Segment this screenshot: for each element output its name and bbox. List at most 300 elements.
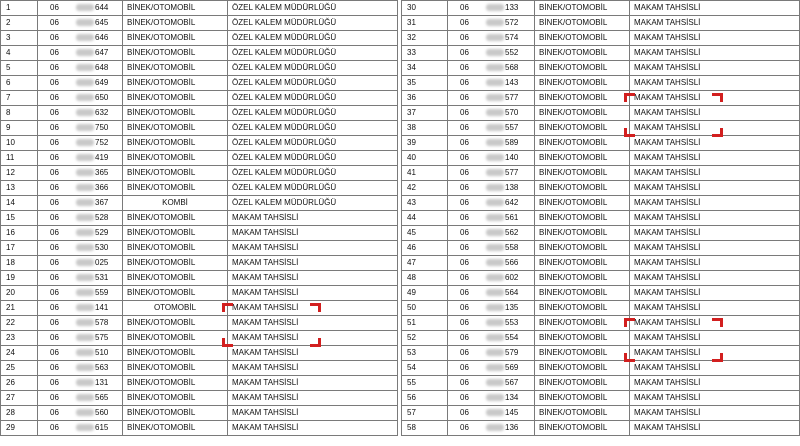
row-number: 37 (402, 106, 448, 121)
plate-prefix: 06 (460, 348, 469, 357)
table-row (1, 421, 398, 436)
row-number: 10 (1, 136, 38, 151)
plate-prefix: 06 (50, 273, 59, 282)
plate-cell (38, 166, 123, 181)
highlight-corner-mark (624, 318, 635, 327)
assigned-unit-cell: MAKAM TAHSİSLİ (228, 226, 398, 241)
assigned-unit-cell: MAKAM TAHSİSLİ (630, 256, 800, 271)
assigned-unit-cell: MAKAM TAHSİSLİ (630, 196, 800, 211)
plate-number: 650 (95, 93, 109, 102)
redacted-plate-blur (76, 379, 94, 386)
plate-cell (448, 1, 535, 16)
row-number: 57 (402, 406, 448, 421)
assigned-unit-cell: MAKAM TAHSİSLİ (630, 106, 800, 121)
plate-cell (448, 361, 535, 376)
plate-cell (448, 136, 535, 151)
plate-prefix: 06 (50, 18, 59, 27)
redacted-plate-blur (486, 139, 504, 146)
table-row (402, 346, 800, 361)
plate-prefix: 06 (460, 243, 469, 252)
plate-prefix: 06 (460, 18, 469, 27)
assigned-unit-cell: MAKAM TAHSİSLİ (228, 286, 398, 301)
plate-prefix: 06 (50, 198, 59, 207)
assigned-unit-cell: MAKAM TAHSİSLİ (630, 31, 800, 46)
table-row (1, 376, 398, 391)
row-number: 3 (1, 31, 38, 46)
redacted-plate-blur (486, 19, 504, 26)
plate-number: 554 (505, 333, 519, 342)
table-row (1, 76, 398, 91)
redacted-plate-blur (76, 229, 94, 236)
vehicle-type-cell: BİNEK/OTOMOBİL (123, 286, 228, 301)
redacted-plate-blur (76, 424, 94, 431)
vehicle-type-cell: BİNEK/OTOMOBİL (123, 241, 228, 256)
row-number: 23 (1, 331, 38, 346)
vehicle-type-cell: BİNEK/OTOMOBİL (535, 136, 630, 151)
table-row (402, 226, 800, 241)
plate-number: 566 (505, 258, 519, 267)
assigned-unit-cell: MAKAM TAHSİSLİ (630, 331, 800, 346)
plate-cell (38, 241, 123, 256)
row-number: 53 (402, 346, 448, 361)
vehicle-type-cell: BİNEK/OTOMOBİL (535, 346, 630, 361)
vehicle-type-cell: BİNEK/OTOMOBİL (535, 316, 630, 331)
row-number: 13 (1, 181, 38, 196)
plate-cell (38, 346, 123, 361)
table-row (1, 391, 398, 406)
plate-cell (38, 181, 123, 196)
plate-cell (38, 286, 123, 301)
assigned-unit-cell: MAKAM TAHSİSLİ (630, 61, 800, 76)
plate-number: 570 (505, 108, 519, 117)
plate-cell (448, 256, 535, 271)
plate-cell (448, 406, 535, 421)
vehicle-type-cell: BİNEK/OTOMOBİL (535, 241, 630, 256)
plate-cell (448, 346, 535, 361)
redacted-plate-blur (486, 409, 504, 416)
plate-cell (448, 46, 535, 61)
redacted-plate-blur (76, 349, 94, 356)
redacted-plate-blur (76, 169, 94, 176)
table-row (402, 16, 800, 31)
plate-prefix: 06 (460, 423, 469, 432)
redacted-plate-blur (486, 259, 504, 266)
table-row (1, 91, 398, 106)
redacted-plate-blur (486, 349, 504, 356)
table-row (402, 256, 800, 271)
redacted-plate-blur (76, 94, 94, 101)
vehicle-type-cell: BİNEK/OTOMOBİL (123, 136, 228, 151)
vehicle-type-cell: BİNEK/OTOMOBİL (123, 361, 228, 376)
table-row (402, 136, 800, 151)
vehicle-type-cell: BİNEK/OTOMOBİL (123, 331, 228, 346)
assigned-unit-cell: MAKAM TAHSİSLİ (228, 376, 398, 391)
vehicle-type-cell: BİNEK/OTOMOBİL (535, 46, 630, 61)
plate-prefix: 06 (50, 333, 59, 342)
row-number: 11 (1, 151, 38, 166)
plate-number: 530 (95, 243, 109, 252)
row-number: 20 (1, 286, 38, 301)
assigned-unit-cell: MAKAM TAHSİSLİ (630, 181, 800, 196)
redacted-plate-blur (486, 169, 504, 176)
plate-prefix: 06 (460, 408, 469, 417)
plate-cell (38, 31, 123, 46)
assigned-unit-cell: MAKAM TAHSİSLİ (630, 211, 800, 226)
plate-prefix: 06 (460, 48, 469, 57)
table-row (402, 391, 800, 406)
plate-prefix: 06 (460, 318, 469, 327)
table-row (402, 76, 800, 91)
plate-cell (448, 121, 535, 136)
row-number: 21 (1, 301, 38, 316)
redacted-plate-blur (486, 199, 504, 206)
vehicle-type-cell: BİNEK/OTOMOBİL (123, 76, 228, 91)
plate-number: 632 (95, 108, 109, 117)
plate-prefix: 06 (50, 303, 59, 312)
plate-cell (38, 256, 123, 271)
assigned-unit-cell: ÖZEL KALEM MÜDÜRLÜĞÜ (228, 151, 398, 166)
plate-number: 578 (95, 318, 109, 327)
plate-prefix: 06 (50, 288, 59, 297)
plate-cell (38, 1, 123, 16)
plate-number: 577 (505, 93, 519, 102)
row-number: 14 (1, 196, 38, 211)
plate-number: 140 (505, 153, 519, 162)
vehicle-type-cell: BİNEK/OTOMOBİL (123, 271, 228, 286)
assigned-unit-cell: MAKAM TAHSİSLİ (228, 331, 398, 346)
highlight-corner-mark (624, 128, 635, 137)
assigned-unit-cell: MAKAM TAHSİSLİ (630, 226, 800, 241)
plate-cell (38, 16, 123, 31)
plate-number: 141 (95, 303, 109, 312)
vehicle-type-cell: BİNEK/OTOMOBİL (123, 166, 228, 181)
plate-cell (38, 151, 123, 166)
highlight-corner-mark (712, 128, 723, 137)
row-number: 7 (1, 91, 38, 106)
vehicle-type-cell: BİNEK/OTOMOBİL (535, 151, 630, 166)
redacted-plate-blur (486, 154, 504, 161)
assigned-unit-cell: MAKAM TAHSİSLİ (630, 361, 800, 376)
plate-cell (38, 376, 123, 391)
highlight-corner-mark (222, 303, 233, 312)
plate-cell (38, 91, 123, 106)
assigned-unit-cell: MAKAM TAHSİSLİ (630, 46, 800, 61)
plate-prefix: 06 (50, 378, 59, 387)
plate-prefix: 06 (50, 318, 59, 327)
plate-cell (38, 46, 123, 61)
assigned-unit-cell: ÖZEL KALEM MÜDÜRLÜĞÜ (228, 31, 398, 46)
vehicle-type-cell: BİNEK/OTOMOBİL (123, 31, 228, 46)
assigned-unit-cell: MAKAM TAHSİSLİ (228, 316, 398, 331)
redacted-plate-blur (486, 109, 504, 116)
row-number: 29 (1, 421, 38, 436)
vehicle-type-cell: BİNEK/OTOMOBİL (123, 211, 228, 226)
assigned-unit-cell: ÖZEL KALEM MÜDÜRLÜĞÜ (228, 1, 398, 16)
redacted-plate-blur (76, 409, 94, 416)
table-row (402, 31, 800, 46)
redacted-plate-blur (76, 214, 94, 221)
assigned-unit-cell: ÖZEL KALEM MÜDÜRLÜĞÜ (228, 46, 398, 61)
plate-prefix: 06 (50, 93, 59, 102)
assigned-unit-cell: ÖZEL KALEM MÜDÜRLÜĞÜ (228, 91, 398, 106)
redacted-plate-blur (486, 274, 504, 281)
plate-cell (448, 271, 535, 286)
plate-number: 561 (505, 213, 519, 222)
redacted-plate-blur (76, 199, 94, 206)
redacted-plate-blur (486, 304, 504, 311)
row-number: 42 (402, 181, 448, 196)
table-row (1, 256, 398, 271)
plate-prefix: 06 (50, 63, 59, 72)
table-row (402, 151, 800, 166)
plate-prefix: 06 (460, 378, 469, 387)
row-number: 49 (402, 286, 448, 301)
assigned-unit-cell: MAKAM TAHSİSLİ (630, 121, 800, 136)
row-number: 2 (1, 16, 38, 31)
highlight-corner-mark (310, 338, 321, 347)
plate-cell (448, 151, 535, 166)
vehicle-type-cell: OTOMOBİL (123, 301, 228, 316)
plate-number: 579 (505, 348, 519, 357)
plate-number: 529 (95, 228, 109, 237)
plate-cell (38, 106, 123, 121)
assigned-unit-cell: MAKAM TAHSİSLİ (630, 136, 800, 151)
plate-number: 563 (95, 363, 109, 372)
row-number: 9 (1, 121, 38, 136)
plate-number: 560 (95, 408, 109, 417)
row-number: 28 (1, 406, 38, 421)
vehicle-type-cell: BİNEK/OTOMOBİL (535, 166, 630, 181)
plate-prefix: 06 (460, 393, 469, 402)
row-number: 41 (402, 166, 448, 181)
table-row (1, 286, 398, 301)
row-number: 4 (1, 46, 38, 61)
plate-prefix: 06 (460, 198, 469, 207)
plate-cell (38, 316, 123, 331)
table-row (1, 16, 398, 31)
vehicle-type-cell: BİNEK/OTOMOBİL (123, 1, 228, 16)
assigned-unit-cell: MAKAM TAHSİSLİ (630, 391, 800, 406)
plate-number: 025 (95, 258, 109, 267)
vehicle-type-cell: BİNEK/OTOMOBİL (535, 226, 630, 241)
redacted-plate-blur (76, 364, 94, 371)
row-number: 44 (402, 211, 448, 226)
plate-cell (38, 136, 123, 151)
assigned-unit-cell: MAKAM TAHSİSLİ (228, 361, 398, 376)
plate-cell (448, 61, 535, 76)
vehicle-type-cell: BİNEK/OTOMOBİL (535, 406, 630, 421)
plate-prefix: 06 (460, 363, 469, 372)
vehicle-type-cell: BİNEK/OTOMOBİL (123, 181, 228, 196)
table-row (1, 331, 398, 346)
plate-cell (448, 106, 535, 121)
highlight-corner-mark (624, 93, 635, 102)
row-number: 43 (402, 196, 448, 211)
assigned-unit-cell: MAKAM TAHSİSLİ (630, 241, 800, 256)
plate-prefix: 06 (460, 3, 469, 12)
row-number: 27 (1, 391, 38, 406)
plate-number: 145 (505, 408, 519, 417)
assigned-unit-cell: MAKAM TAHSİSLİ (630, 151, 800, 166)
assigned-unit-cell: MAKAM TAHSİSLİ (630, 376, 800, 391)
plate-number: 568 (505, 63, 519, 72)
row-number: 38 (402, 121, 448, 136)
plate-prefix: 06 (460, 168, 469, 177)
redacted-plate-blur (76, 394, 94, 401)
plate-prefix: 06 (50, 48, 59, 57)
row-number: 6 (1, 76, 38, 91)
vehicle-type-cell: BİNEK/OTOMOBİL (123, 256, 228, 271)
plate-cell (448, 181, 535, 196)
vehicle-type-cell: BİNEK/OTOMOBİL (535, 121, 630, 136)
plate-number: 649 (95, 78, 109, 87)
plate-cell (448, 211, 535, 226)
vehicle-type-cell: BİNEK/OTOMOBİL (535, 61, 630, 76)
plate-number: 565 (95, 393, 109, 402)
vehicle-type-cell: BİNEK/OTOMOBİL (535, 211, 630, 226)
assigned-unit-cell: ÖZEL KALEM MÜDÜRLÜĞÜ (228, 76, 398, 91)
plate-number: 558 (505, 243, 519, 252)
plate-cell (448, 166, 535, 181)
row-number: 31 (402, 16, 448, 31)
plate-prefix: 06 (460, 93, 469, 102)
highlight-corner-mark (712, 93, 723, 102)
redacted-plate-blur (76, 154, 94, 161)
table-row (402, 1, 800, 16)
redacted-plate-blur (486, 289, 504, 296)
plate-cell (38, 61, 123, 76)
assigned-unit-cell: MAKAM TAHSİSLİ (228, 421, 398, 436)
row-number: 47 (402, 256, 448, 271)
vehicle-type-cell: BİNEK/OTOMOBİL (535, 391, 630, 406)
row-number: 34 (402, 61, 448, 76)
plate-number: 562 (505, 228, 519, 237)
highlight-corner-mark (222, 338, 233, 347)
row-number: 26 (1, 376, 38, 391)
row-number: 17 (1, 241, 38, 256)
row-number: 54 (402, 361, 448, 376)
row-number: 48 (402, 271, 448, 286)
row-number: 46 (402, 241, 448, 256)
plate-prefix: 06 (460, 33, 469, 42)
redacted-plate-blur (76, 4, 94, 11)
plate-prefix: 06 (50, 33, 59, 42)
table-row (1, 46, 398, 61)
table-row (402, 301, 800, 316)
redacted-plate-blur (486, 64, 504, 71)
row-number: 45 (402, 226, 448, 241)
assigned-unit-cell: ÖZEL KALEM MÜDÜRLÜĞÜ (228, 16, 398, 31)
plate-number: 567 (505, 378, 519, 387)
redacted-plate-blur (486, 379, 504, 386)
vehicle-type-cell: BİNEK/OTOMOBİL (123, 151, 228, 166)
plate-number: 752 (95, 138, 109, 147)
plate-number: 135 (505, 303, 519, 312)
assigned-unit-cell: MAKAM TAHSİSLİ (630, 286, 800, 301)
row-number: 40 (402, 151, 448, 166)
assigned-unit-cell: ÖZEL KALEM MÜDÜRLÜĞÜ (228, 136, 398, 151)
plate-cell (38, 271, 123, 286)
vehicle-type-cell: BİNEK/OTOMOBİL (535, 196, 630, 211)
plate-number: 136 (505, 423, 519, 432)
redacted-plate-blur (76, 289, 94, 296)
plate-cell (38, 391, 123, 406)
plate-cell (448, 376, 535, 391)
plate-cell (38, 301, 123, 316)
vehicle-type-cell: BİNEK/OTOMOBİL (123, 106, 228, 121)
assigned-unit-cell: MAKAM TAHSİSLİ (630, 346, 800, 361)
table-row (1, 121, 398, 136)
plate-prefix: 06 (460, 333, 469, 342)
plate-cell (448, 31, 535, 46)
plate-number: 645 (95, 18, 109, 27)
plate-number: 138 (505, 183, 519, 192)
row-number: 52 (402, 331, 448, 346)
plate-number: 528 (95, 213, 109, 222)
redacted-plate-blur (486, 34, 504, 41)
plate-prefix: 06 (50, 183, 59, 192)
plate-prefix: 06 (460, 303, 469, 312)
plate-prefix: 06 (50, 258, 59, 267)
table-row (1, 106, 398, 121)
plate-number: 134 (505, 393, 519, 402)
table-row (402, 61, 800, 76)
assigned-unit-cell: MAKAM TAHSİSLİ (630, 421, 800, 436)
row-number: 25 (1, 361, 38, 376)
table-row (402, 196, 800, 211)
vehicle-type-cell: BİNEK/OTOMOBİL (535, 181, 630, 196)
plate-prefix: 06 (460, 123, 469, 132)
table-row (1, 31, 398, 46)
plate-prefix: 06 (460, 273, 469, 282)
redacted-plate-blur (76, 334, 94, 341)
table-row (402, 211, 800, 226)
assigned-unit-cell: MAKAM TAHSİSLİ (228, 271, 398, 286)
plate-number: 646 (95, 33, 109, 42)
vehicle-table-right (401, 0, 800, 436)
row-number: 22 (1, 316, 38, 331)
plate-prefix: 06 (50, 363, 59, 372)
vehicle-type-cell: BİNEK/OTOMOBİL (535, 421, 630, 436)
plate-cell (38, 76, 123, 91)
plate-number: 589 (505, 138, 519, 147)
table-row (1, 1, 398, 16)
plate-number: 647 (95, 48, 109, 57)
redacted-plate-blur (76, 184, 94, 191)
table-row (1, 346, 398, 361)
plate-number: 366 (95, 183, 109, 192)
redacted-plate-blur (486, 319, 504, 326)
plate-prefix: 06 (50, 408, 59, 417)
row-number: 51 (402, 316, 448, 331)
row-number: 35 (402, 76, 448, 91)
table-row (1, 271, 398, 286)
assigned-unit-cell: MAKAM TAHSİSLİ (630, 166, 800, 181)
plate-number: 577 (505, 168, 519, 177)
plate-cell (38, 196, 123, 211)
redacted-plate-blur (486, 424, 504, 431)
plate-number: 572 (505, 18, 519, 27)
plate-number: 133 (505, 3, 519, 12)
plate-prefix: 06 (50, 168, 59, 177)
redacted-plate-blur (76, 259, 94, 266)
table-row (402, 316, 800, 331)
plate-prefix: 06 (460, 63, 469, 72)
row-number: 50 (402, 301, 448, 316)
table-row (402, 46, 800, 61)
plate-number: 143 (505, 78, 519, 87)
assigned-unit-cell: MAKAM TAHSİSLİ (630, 1, 800, 16)
